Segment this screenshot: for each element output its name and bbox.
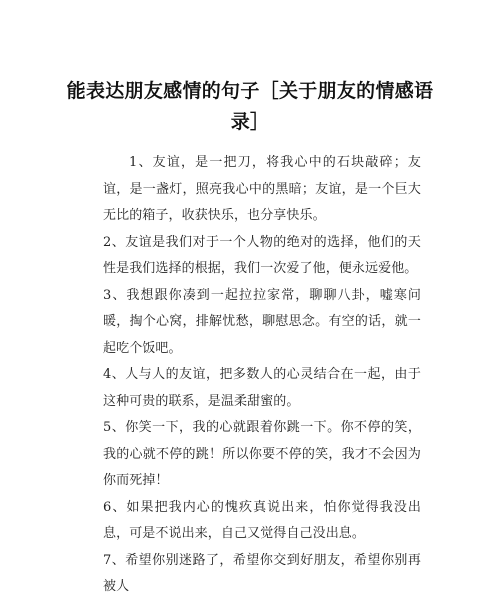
paragraph-5: 5、你笑一下，我的心就跟着你跳一下。你不停的笑，我的心就不停的跳！所以你要不停的笑，我才不会因为你而死掉！ <box>103 420 421 488</box>
paragraph-2: 2、友谊是我们对于一个人物的绝对的选择，他们的天性是我们选择的根据，我们一次爱了他，便永远爱他。 <box>103 234 421 276</box>
paragraph-6: 6、如果把我内心的愧疚真说出来，怕你觉得我没出息，可是不说出来，自己又觉得自己没出息。 <box>103 499 421 541</box>
page-title: 能表达朋友感情的句子［关于朋友的情感语录］ <box>66 80 434 133</box>
paragraph-1: 1、友谊，是一把刀，将我心中的石块敲碎；友谊，是一盏灯，照亮我心中的黑暗；友谊，是一个巨大无比的箱子，收获快乐，也分享快乐。 <box>103 155 421 223</box>
paragraph-7: 7、希望你别迷路了，希望你交到好朋友，希望你别再被人 <box>103 552 421 594</box>
paragraph-4: 4、人与人的友谊，把多数人的心灵结合在一起，由于这种可贵的联系，是温柔甜蜜的。 <box>103 367 421 409</box>
article-body <box>103 150 421 601</box>
paragraph-3: 3、我想跟你凑到一起拉拉家常，聊聊八卦，嘘寒问暖，掏个心窝，排解忧愁，聊慰思念。有空的话，就一起吃个饭吧。 <box>103 287 421 356</box>
